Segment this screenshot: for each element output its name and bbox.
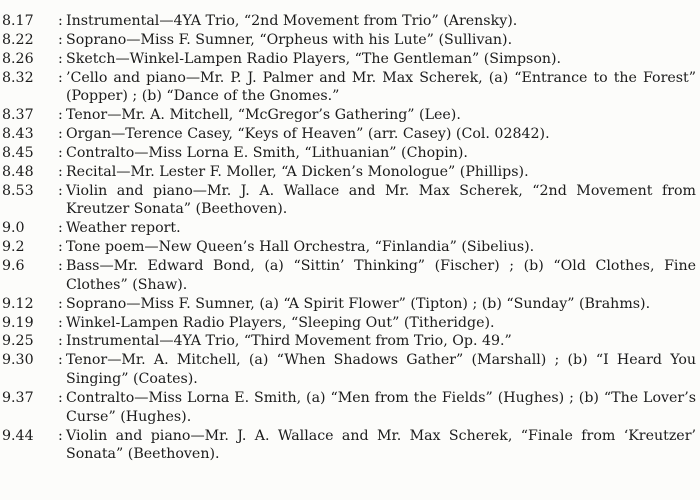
programme-text: Bass—Mr. Edward Bond, (a) “Sittin’ Thinking” (Fischer) ; (b) “Old Clothes, Fine Clothes” (Shaw). (66, 257, 696, 293)
programme-text: Sketch—Winkel-Lampen Radio Players, “The Gentleman” (Simpson). (66, 50, 562, 67)
programme-item: 9.6 : Bass—Mr. Edward Bond, (a) “Sittin’ Thinking” (Fischer) ; (b) “Old Clothes, Fine Clothes” (Shaw). (2, 257, 696, 293)
programme-time: 8.26 (2, 50, 34, 67)
programme-text: Tenor—Mr. A. Mitchell, (a) “When Shadows Gather” (Marshall) ; (b) “I Heard You Singing” (Coates). (66, 352, 696, 388)
programme-item: 9.37 : Contralto—Miss Lorna E. Smith, (a) “Men from the Fields” (Hughes) ; (b) “The Lover’s Curse” (Hughes). (2, 389, 696, 425)
programme-time: 9.44 (2, 427, 34, 444)
programme-text: Instrumental—4YA Trio, “Third Movement from Trio, Op. 49.” (66, 333, 512, 350)
programme-text: ’Cello and piano—Mr. P. J. Palmer and Mr. Max Scherek, (a) “Entrance to the Forest” (Popper) ; (b) “Dance of the Gnomes.” (66, 69, 696, 105)
programme-item: 8.22 : Soprano—Miss F. Sumner, “Orpheus with his Lute” (Sullivan). (0, 31, 696, 50)
programme-item: 8.37 : Tenor—Mr. A. Mitchell, “McGregor’s Gathering” (Lee). (0, 106, 696, 125)
programme-time: 9.37 (2, 389, 34, 406)
programme-item: 9.2 : Tone poem—New Queen’s Hall Orchestra, “Finlandia” (Sibelius). (0, 238, 696, 257)
programme-text: Tenor—Mr. A. Mitchell, “McGregor’s Gathering” (Lee). (66, 107, 461, 124)
programme-time: 8.43 (2, 126, 34, 143)
programme-text: Winkel-Lampen Radio Players, “Sleeping Out” (Titheridge). (66, 314, 495, 331)
programme-item: 9.0 : Weather report. (0, 219, 696, 238)
programme-item: 8.26 : Sketch—Winkel-Lampen Radio Players, “The Gentleman” (Simpson). (0, 50, 696, 69)
programme-text: Violin and piano—Mr. J. A. Wallace and Mr. Max Scherek, “2nd Movement from Kreutzer Sonata” (Beethoven). (66, 182, 696, 218)
programme-time: 8.17 (2, 13, 34, 29)
radio-programme-listing (0, 12, 696, 464)
programme-text: Instrumental—4YA Trio, “2nd Movement from Trio” (Arensky). (66, 13, 518, 29)
programme-text: Tone poem—New Queen’s Hall Orchestra, “Finlandia” (Sibelius). (66, 239, 535, 256)
programme-text: Recital—Mr. Lester F. Moller, “A Dicken’s Monologue” (Phillips). (66, 163, 529, 180)
programme-item: 9.19 : Winkel-Lampen Radio Players, “Sleeping Out” (Titheridge). (0, 314, 696, 333)
programme-item: 8.48 : Recital—Mr. Lester F. Moller, “A Dicken’s Monologue” (Phillips). (0, 163, 696, 182)
programme-text: Soprano—Miss F. Sumner, (a) “A Spirit Flower” (Tipton) ; (b) “Sunday” (Brahms). (66, 295, 651, 312)
programme-text: Contralto—Miss Lorna E. Smith, (a) “Men from the Fields” (Hughes) ; (b) “The Lover’s Curse” (Hughes). (66, 389, 696, 425)
programme-time: 9.25 (2, 333, 34, 350)
programme-time: 9.19 (2, 314, 34, 331)
programme-time: 9.12 (2, 295, 34, 312)
programme-item: 8.53 : Violin and piano—Mr. J. A. Wallace and Mr. Max Scherek, “2nd Movement from Kreutzer Sonata” (Beethoven). (2, 182, 696, 218)
programme-text: Contralto—Miss Lorna E. Smith, “Lithuanian” (Chopin). (66, 144, 468, 161)
programme-time: 8.22 (2, 31, 34, 48)
programme-time: 9.2 (2, 239, 25, 256)
programme-item: 8.45 : Contralto—Miss Lorna E. Smith, “Lithuanian” (Chopin). (0, 144, 696, 163)
programme-item: 9.25 : Instrumental—4YA Trio, “Third Movement from Trio, Op. 49.” (0, 332, 696, 351)
programme-time: 9.0 (2, 220, 25, 237)
programme-item: 8.43 : Organ—Terence Casey, “Keys of Heaven” (arr. Casey) (Col. 02842). (0, 125, 696, 144)
programme-text: Weather report. (66, 220, 181, 237)
programme-item: 8.17 : Instrumental—4YA Trio, “2nd Movement from Trio” (Arensky). (0, 12, 696, 31)
programme-time: 8.45 (2, 144, 34, 161)
programme-time: 8.37 (2, 107, 34, 124)
programme-time: 8.32 (2, 69, 34, 86)
programme-text: Violin and piano—Mr. J. A. Wallace and Mr. Max Scherek, “Finale from ‘Kreutzer’ Sonata” (Beethoven). (66, 427, 696, 463)
programme-item: 8.32 : ’Cello and piano—Mr. P. J. Palmer and Mr. Max Scherek, (a) “Entrance to the Forest” (Popper) ; (b) “Dance of the Gnomes.” (2, 69, 696, 105)
programme-time: 8.48 (2, 163, 34, 180)
programme-item: 9.30 : Tenor—Mr. A. Mitchell, (a) “When Shadows Gather” (Marshall) ; (b) “I Heard You Singing” (Coates). (2, 352, 696, 388)
programme-text: Organ—Terence Casey, “Keys of Heaven” (arr. Casey) (Col. 02842). (66, 126, 550, 143)
programme-time: 9.6 (2, 257, 25, 274)
programme-time: 9.30 (2, 352, 34, 369)
programme-item: 9.12 : Soprano—Miss F. Sumner, (a) “A Spirit Flower” (Tipton) ; (b) “Sunday” (Brahms). (0, 295, 696, 314)
programme-text: Soprano—Miss F. Sumner, “Orpheus with his Lute” (Sullivan). (66, 31, 513, 48)
programme-time: 8.53 (2, 182, 34, 199)
programme-item: 9.44 : Violin and piano—Mr. J. A. Wallace and Mr. Max Scherek, “Finale from ‘Kreutzer’ Sonata” (Beethoven). (2, 427, 696, 463)
